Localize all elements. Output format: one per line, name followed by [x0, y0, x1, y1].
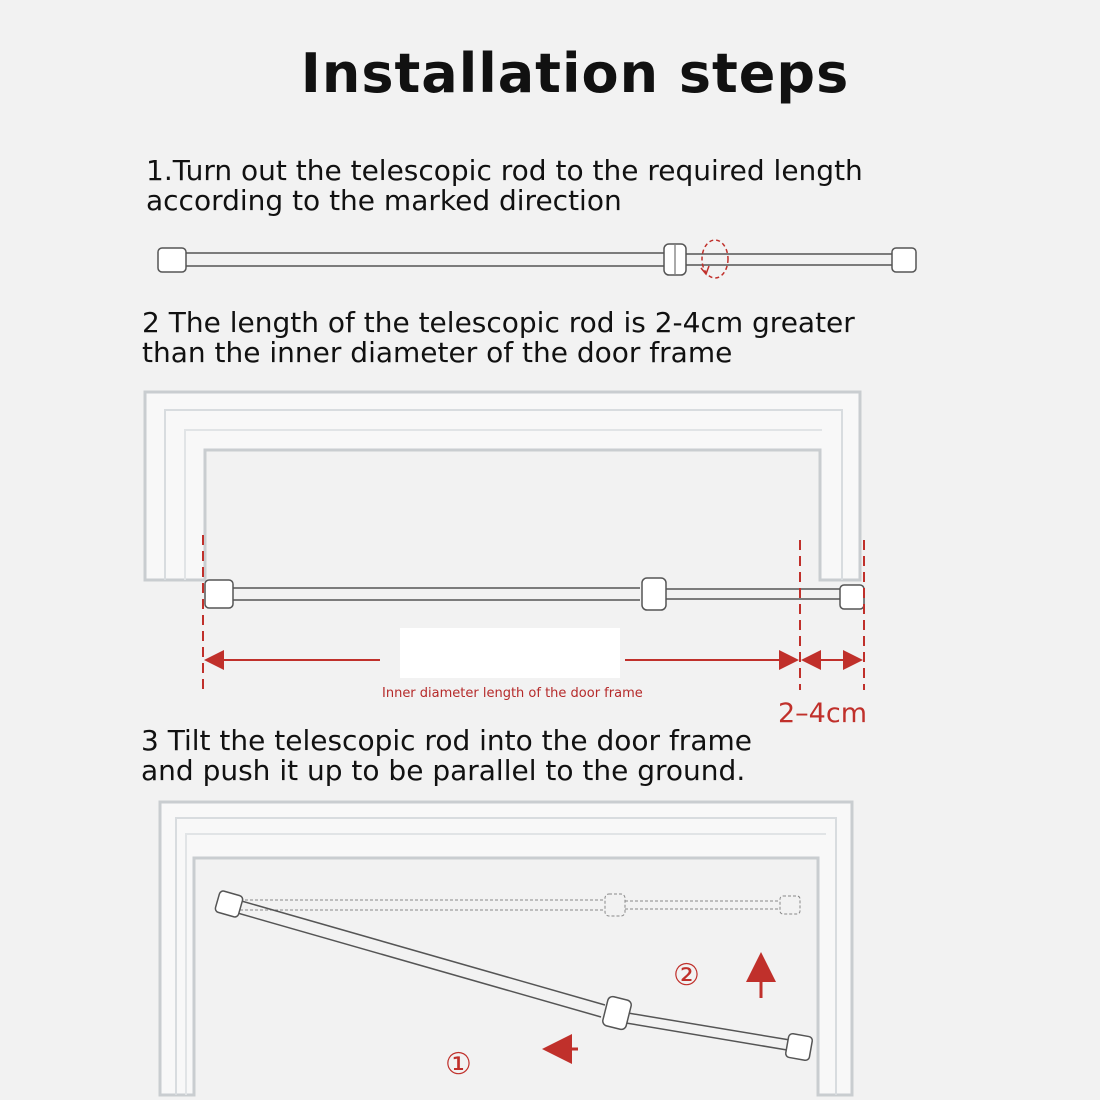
step-3-line-1: 3 Tilt the telescopic rod into the door frame [141, 724, 752, 757]
step-3-line-2: and push it up to be parallel to the ground. [141, 754, 746, 787]
step-1-line-1: 1.Turn out the telescopic rod to the required length [146, 154, 863, 187]
step-marker-2: ② [673, 958, 700, 993]
rod-end-cap-right [892, 248, 916, 272]
tilted-rod-upper-edge [628, 1013, 790, 1040]
step-marker-1: ① [445, 1047, 472, 1082]
tilted-rod-lower-edge [626, 1023, 787, 1050]
target-rod-end-cap [780, 896, 800, 914]
rod-end-cap-right [840, 585, 864, 609]
inner-diameter-label: Inner diameter length of the door frame [382, 686, 643, 701]
tilted-rod-upper-edge [238, 900, 605, 1005]
tilted-rod-joint [602, 996, 633, 1031]
step-1-rod-diagram [158, 240, 916, 278]
door-frame-inner-groove [185, 430, 822, 580]
step-1-line-2: according to the marked direction [146, 184, 622, 217]
label-background [400, 628, 620, 678]
door-frame-inner-groove [186, 834, 826, 1095]
rod-end-cap-left [205, 580, 233, 608]
tilted-rod-end-cap-right [785, 1033, 813, 1061]
tilted-rod-lower-edge [234, 912, 601, 1017]
step-2-line-2: than the inner diameter of the door frame [142, 336, 733, 369]
target-rod-joint [605, 894, 625, 916]
rod-joint [642, 578, 666, 610]
door-frame-molding [160, 802, 852, 1095]
step-2-frame-diagram [145, 392, 867, 729]
rod-end-cap-left [158, 248, 186, 272]
step-3-frame-diagram [160, 802, 852, 1095]
step-2-line-1: 2 The length of the telescopic rod is 2-4cm greater [142, 306, 855, 339]
door-frame-inner-groove [176, 818, 836, 1095]
door-frame-molding [145, 392, 860, 580]
tilted-rod-end-cap-left [214, 890, 243, 918]
page-title: Installation steps [300, 42, 850, 105]
gap-dimension-label: 2–4cm [778, 698, 868, 729]
